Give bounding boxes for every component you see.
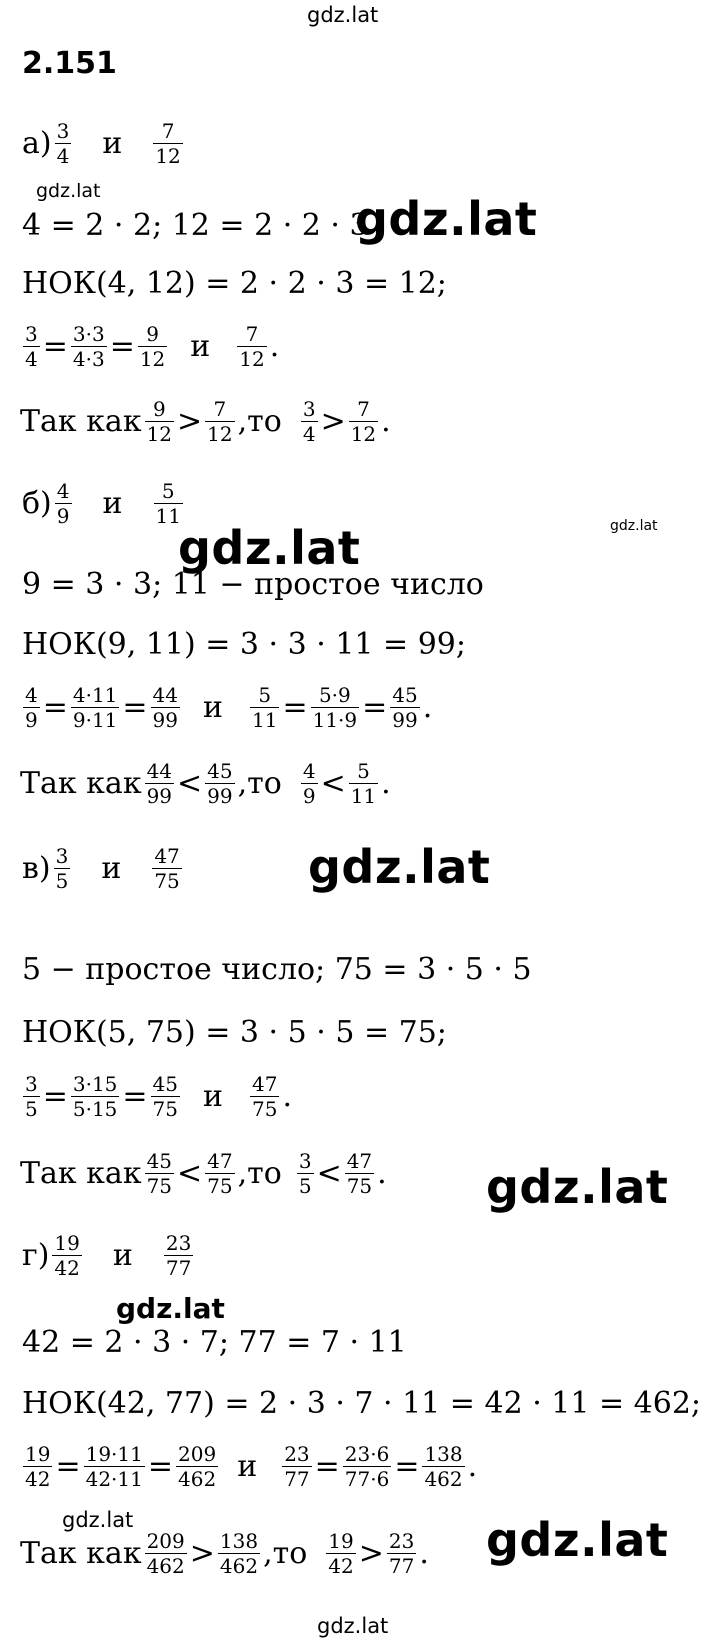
fraction: $\frac{5}{11}$: [155, 479, 181, 528]
part-d-conclusion: Так как $\frac{209}{462}$ > $\frac{138}{462}$ ,то $\frac{19}{42}$ > $\frac{23}{77}$ .: [20, 1529, 429, 1578]
part-d-lcm: НОК(42, 77) = 2 · 3 · 7 · 11 = 42 · 11 = 462;: [22, 1386, 702, 1421]
conjunction: и: [102, 125, 123, 161]
fraction: $\frac{45}{75}$: [146, 1149, 173, 1198]
fraction: $\frac{44}{99}$: [146, 759, 173, 808]
watermark-medium: gdz.lat: [116, 1292, 225, 1325]
fraction: $\frac{7}{12}$: [350, 397, 377, 446]
then-text: ,то: [263, 1535, 308, 1571]
watermark-small: gdz.lat: [36, 180, 101, 202]
comparison-operator: >: [189, 1535, 215, 1571]
fraction: $\frac{45}{75}$: [152, 1072, 178, 1121]
comparison-operator: >: [320, 403, 346, 439]
problem-number: 2.151: [22, 46, 117, 81]
part-b-conclusion: Так как $\frac{44}{99}$ < $\frac{45}{99}$ ,то $\frac{4}{9}$ < $\frac{5}{11}$ .: [20, 759, 391, 808]
conjunction: и: [203, 1078, 223, 1114]
watermark-big: gdz.lat: [178, 521, 361, 575]
watermark-big: gdz.lat: [355, 192, 538, 246]
comparison-operator: >: [358, 1535, 384, 1571]
conclusion-text: Так как: [20, 1535, 142, 1571]
fraction: $\frac{138}{462}$: [219, 1529, 259, 1578]
fraction: $\frac{9}{12}$: [146, 397, 173, 446]
watermark-big: gdz.lat: [486, 1160, 669, 1214]
fraction: $\frac{19}{42}$: [328, 1529, 354, 1578]
part-c-label: в): [22, 850, 51, 886]
fraction: $\frac{3\cdot 15}{5\cdot 15}$: [72, 1072, 118, 1121]
part-b-equation: $\frac{4}{9}$ = $\frac{4\cdot 11}{9\cdot 11}$ = $\frac{44}{99}$ и $\frac{5}{11}$ = $\frac{5\cdot 9}{11\cdot 9}$ = $\frac{45}{99}$ .: [25, 683, 433, 732]
part-a-factorization: 4 = 2 · 2; 12 = 2 · 2 · 3: [22, 208, 369, 243]
fraction: $\frac{5}{11}$: [252, 683, 278, 732]
conjunction: и: [190, 328, 211, 364]
watermark-big: gdz.lat: [308, 840, 491, 894]
conclusion-text: Так как: [20, 765, 142, 801]
fraction: $\frac{7}{12}$: [155, 119, 181, 168]
part-a-conclusion: Так как $\frac{9}{12}$ > $\frac{7}{12}$ ,то $\frac{3}{4}$ > $\frac{7}{12}$ .: [20, 397, 391, 446]
comparison-operator: <: [320, 765, 346, 801]
conjunction: и: [237, 1448, 258, 1484]
comparison-operator: <: [316, 1155, 342, 1191]
fraction: $\frac{23\cdot 6}{77\cdot 6}$: [344, 1442, 390, 1491]
fraction: $\frac{19\cdot 11}{42\cdot 11}$: [85, 1442, 143, 1491]
fraction: $\frac{3}{4}$: [302, 397, 316, 446]
comparison-operator: <: [177, 1155, 203, 1191]
part-b-label: б): [22, 485, 52, 521]
fraction: $\frac{23}{77}$: [284, 1442, 310, 1491]
part-d-header: [22, 1232, 196, 1279]
fraction: $\frac{47}{75}$: [154, 844, 180, 893]
part-c-lcm: НОК(5, 75) = 3 · 5 · 5 = 75;: [22, 1015, 447, 1050]
fraction: $\frac{3}{4}$: [56, 119, 70, 168]
part-b-lcm: НОК(9, 11) = 3 · 3 · 11 = 99;: [22, 627, 466, 662]
fraction: $\frac{5}{11}$: [350, 759, 377, 808]
part-a-header: [22, 120, 186, 167]
fraction: $\frac{4}{9}$: [25, 683, 38, 732]
then-text: ,то: [237, 765, 282, 801]
fraction: $\frac{4}{9}$: [302, 759, 316, 808]
part-c-header: [22, 845, 185, 892]
conclusion-text: Так как: [20, 1155, 142, 1191]
conjunction: и: [101, 850, 122, 886]
part-c-conclusion: Так как $\frac{45}{75}$ < $\frac{47}{75}$ ,то $\frac{3}{5}$ < $\frac{47}{75}$ .: [20, 1149, 387, 1198]
fraction: $\frac{3}{5}$: [55, 844, 69, 893]
fraction: $\frac{3}{5}$: [298, 1149, 312, 1198]
fraction: $\frac{9}{12}$: [139, 322, 166, 371]
then-text: ,то: [237, 1155, 282, 1191]
fraction: $\frac{23}{77}$: [165, 1231, 192, 1280]
fraction: $\frac{3}{4}$: [25, 322, 38, 371]
part-a-label: а): [22, 125, 52, 161]
fraction: $\frac{19}{42}$: [25, 1442, 51, 1491]
part-c-factorization: 5 − простое число; 75 = 3 · 5 · 5: [22, 952, 532, 987]
fraction: $\frac{4\cdot 11}{9\cdot 11}$: [72, 683, 118, 732]
watermark-tiny: gdz.lat: [610, 518, 658, 534]
watermark-bottom: gdz.lat: [317, 1614, 389, 1638]
fraction: $\frac{23}{77}$: [388, 1529, 415, 1578]
part-d-label: г): [22, 1237, 50, 1273]
fraction: $\frac{4}{9}$: [56, 479, 70, 528]
conjunction: и: [102, 485, 123, 521]
part-b-header: [22, 480, 186, 527]
watermark-top: gdz.lat: [307, 3, 379, 27]
part-d-factorization: 42 = 2 · 3 · 7; 77 = 7 · 11: [22, 1325, 407, 1360]
part-a-lcm: НОК(4, 12) = 2 · 2 · 3 = 12;: [22, 266, 447, 301]
fraction: $\frac{47}{75}$: [252, 1072, 278, 1121]
part-c-equation: $\frac{3}{5}$ = $\frac{3\cdot 15}{5\cdot 15}$ = $\frac{45}{75}$ и $\frac{47}{75}$ .: [25, 1072, 292, 1121]
fraction: $\frac{44}{99}$: [152, 683, 178, 732]
conjunction: и: [112, 1237, 133, 1273]
fraction: $\frac{47}{75}$: [346, 1149, 373, 1198]
fraction: $\frac{138}{462}$: [424, 1442, 463, 1491]
comparison-operator: >: [177, 403, 203, 439]
then-text: ,то: [237, 403, 282, 439]
fraction: $\frac{19}{42}$: [54, 1231, 80, 1280]
part-a-equation: $\frac{3}{4}$ = $\frac{3\cdot 3}{4\cdot 3}$ = $\frac{9}{12}$ и $\frac{7}{12}$ .: [25, 322, 280, 371]
conclusion-text: Так как: [20, 403, 142, 439]
fraction: $\frac{7}{12}$: [239, 322, 265, 371]
watermark-big: gdz.lat: [486, 1513, 669, 1567]
fraction: $\frac{3}{5}$: [25, 1072, 38, 1121]
watermark-small: gdz.lat: [62, 1508, 134, 1532]
part-b-factorization: 9 = 3 · 3; 11 − простое число: [22, 567, 484, 602]
fraction: $\frac{45}{99}$: [392, 683, 418, 732]
fraction: $\frac{7}{12}$: [207, 397, 233, 446]
comparison-operator: <: [177, 765, 203, 801]
fraction: $\frac{209}{462}$: [178, 1442, 217, 1491]
conjunction: и: [203, 689, 223, 725]
fraction: $\frac{45}{99}$: [207, 759, 233, 808]
fraction: $\frac{5\cdot 9}{11\cdot 9}$: [312, 683, 358, 732]
fraction: $\frac{3\cdot 3}{4\cdot 3}$: [72, 322, 105, 371]
fraction: $\frac{47}{75}$: [207, 1149, 233, 1198]
part-d-equation: $\frac{19}{42}$ = $\frac{19\cdot 11}{42\cdot 11}$ = $\frac{209}{462}$ и $\frac{23}{77}$ = $\frac{23\cdot 6}{77\cdot 6}$ = $\frac{138}{462}$ .: [25, 1442, 478, 1491]
fraction: $\frac{209}{462}$: [146, 1529, 185, 1578]
